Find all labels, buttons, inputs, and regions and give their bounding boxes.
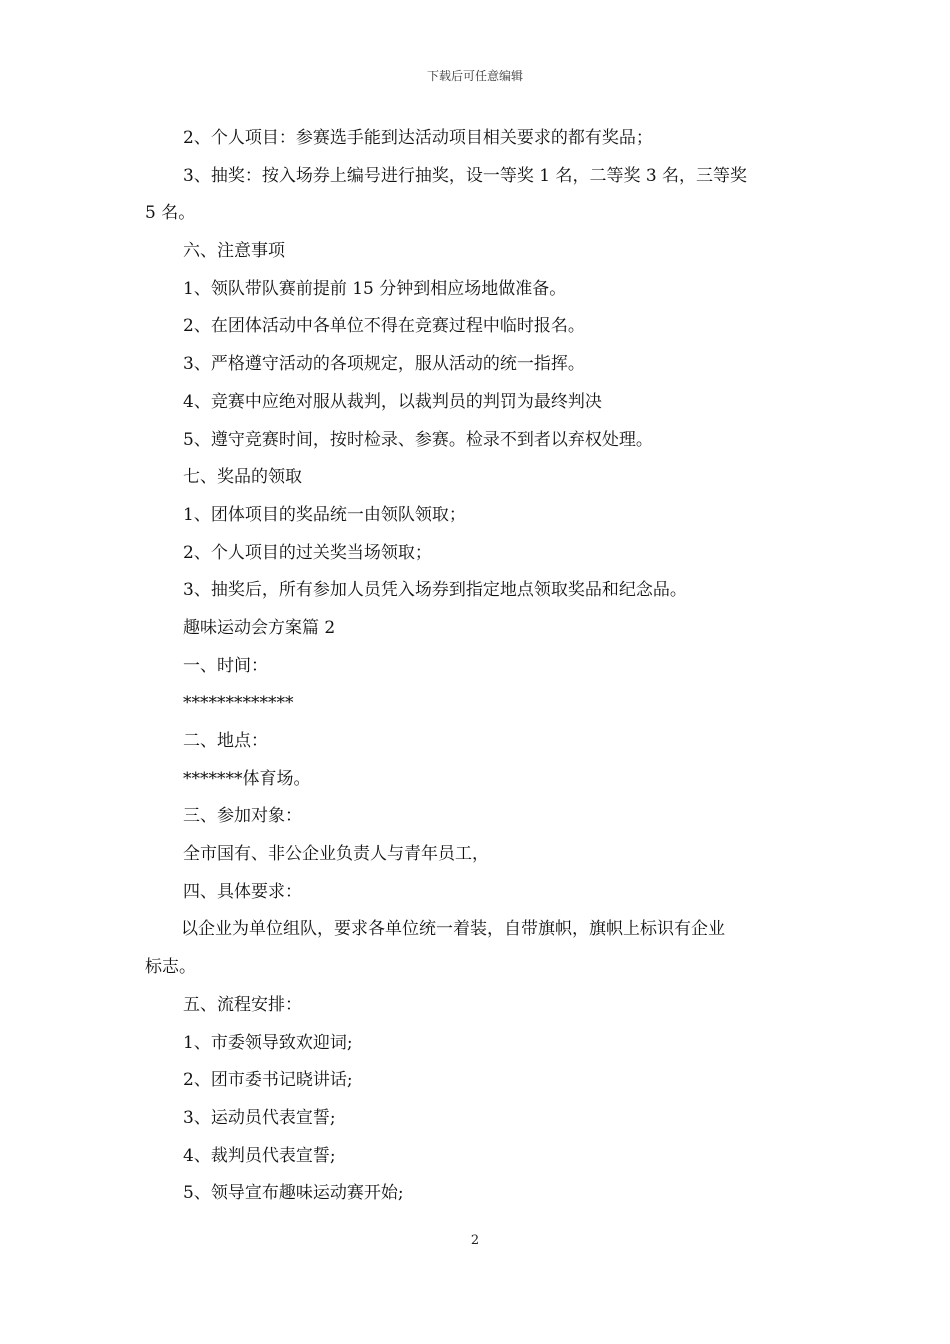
article-title: 趣味运动会方案篇 2 [183, 617, 336, 638]
paragraph-line: *******体育场。 [183, 768, 311, 789]
paragraph-line: 4、竞赛中应绝对服从裁判，以裁判员的判罚为最终判决 [183, 391, 602, 412]
paragraph-line: 3、严格遵守活动的各项规定，服从活动的统一指挥。 [183, 354, 585, 375]
page-header: 下载后可任意编辑 [426, 69, 523, 83]
paragraph-line: 以企业为单位组队，要求各单位统一着装，自带旗帜，旗帜上标识有企业 [181, 919, 725, 940]
paragraph-line: 2、个人项目的过关奖当场领取； [183, 542, 432, 563]
paragraph-line: 5 名。 [145, 203, 196, 224]
paragraph-line: 3、抽奖后，所有参加人员凭入场券到指定地点领取奖品和纪念品。 [183, 580, 687, 601]
paragraph-line: 3、抽奖：按入场券上编号进行抽奖，设一等奖 1 名，二等奖 3 名，三等奖 [183, 165, 748, 186]
paragraph-line: 5、遵守竞赛时间，按时检录、参赛。检录不到者以弃权处理。 [183, 429, 653, 450]
paragraph-line: 2、个人项目：参赛选手能到达活动项目相关要求的都有奖品； [183, 128, 653, 148]
document-body [145, 120, 810, 1213]
section-heading: 四、具体要求： [183, 881, 302, 902]
paragraph-line: ************* [183, 693, 294, 714]
paragraph-line: 5、领导宣布趣味运动赛开始; [183, 1183, 404, 1204]
page-number: 2 [470, 1233, 480, 1248]
paragraph-line: 2、在团体活动中各单位不得在竞赛过程中临时报名。 [183, 316, 585, 337]
paragraph-line: 4、裁判员代表宣誓; [183, 1145, 336, 1166]
section-heading: 五、流程安排： [183, 994, 302, 1015]
section-heading: 七、奖品的领取 [183, 467, 302, 488]
paragraph-line: 1、领队带队赛前提前 15 分钟到相应场地做准备。 [183, 278, 567, 299]
paragraph-line: 全市国有、非公企业负责人与青年员工， [183, 844, 489, 865]
section-heading: 二、地点： [183, 731, 268, 751]
section-heading: 六、注意事项 [183, 241, 285, 262]
paragraph-line: 2、团市委书记晓讲话; [183, 1070, 353, 1091]
paragraph-line: 1、市委领导致欢迎词; [183, 1032, 353, 1053]
section-heading: 一、时间： [183, 655, 268, 676]
paragraph-line: 1、团体项目的奖品统一由领队领取； [183, 504, 466, 525]
paragraph-line: 标志。 [145, 957, 196, 978]
section-heading: 三、参加对象： [183, 806, 302, 827]
paragraph-line: 3、运动员代表宣誓; [183, 1107, 336, 1128]
